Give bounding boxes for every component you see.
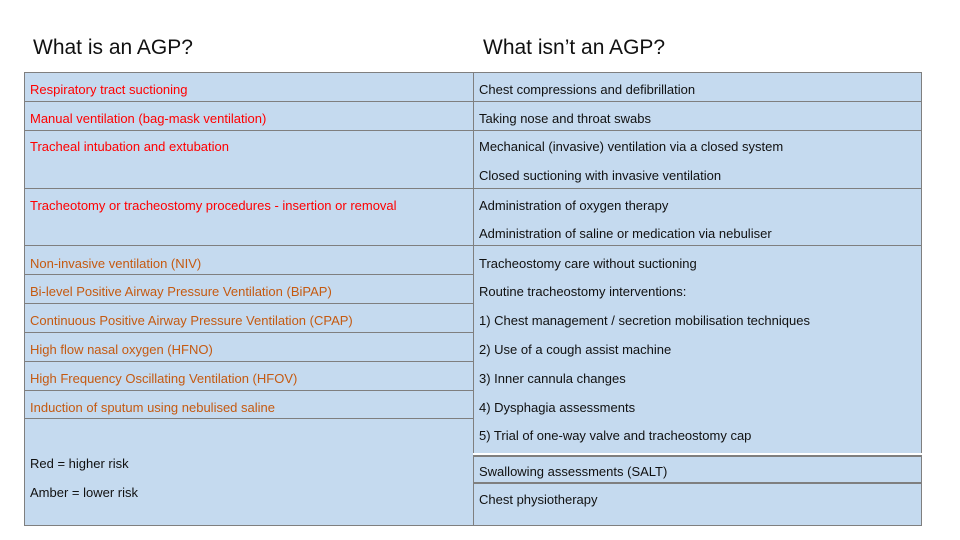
agp-item: Bi-level Positive Airway Pressure Ventilation (BiPAP) (24, 274, 473, 303)
not-agp-item: Swallowing assessments (SALT) (473, 455, 922, 482)
not-agp-item: Chest compressions and defibrillation (473, 72, 922, 101)
agp-item: Induction of sputum using nebulised saline (24, 390, 473, 418)
agp-item: Non-invasive ventilation (NIV) (24, 245, 473, 274)
agp-item: Continuous Positive Airway Pressure Ventilation (CPAP) (24, 303, 473, 332)
not-agp-item-tracheostomy: Tracheostomy care without suctioning Routine tracheostomy interventions: 1) Chest management / secretion mobilisation techniques 2) Use of a cough assist machine 3) Inner cannula changes 4) Dysphagia assessments 5) Trial of one-way valve and tracheostomy cap (473, 245, 922, 453)
agp-item: Tracheal intubation and extubation (24, 130, 473, 188)
not-agp-item: Administration of oxygen therapy Administration of saline or medication via nebuliser (473, 188, 922, 245)
agp-item: Respiratory tract suctioning (24, 72, 473, 101)
risk-legend (24, 418, 473, 526)
agp-item: High flow nasal oxygen (HFNO) (24, 332, 473, 361)
not-agp-item: Chest physiotherapy (473, 482, 922, 526)
heading-what-isnt-agp: What isn’t an AGP? (483, 36, 666, 59)
not-agp-item: Taking nose and throat swabs (473, 101, 922, 130)
agp-item: Tracheotomy or tracheostomy procedures - insertion or removal (24, 188, 473, 245)
legend-amber: Amber = lower risk (30, 485, 138, 500)
agp-item: Manual ventilation (bag-mask ventilation) (24, 101, 473, 130)
not-agp-item: Mechanical (invasive) ventilation via a closed system Closed suctioning with invasive ventilation (473, 130, 922, 188)
heading-what-is-agp: What is an AGP? (33, 36, 193, 59)
legend-red: Red = higher risk (30, 456, 129, 471)
agp-item: High Frequency Oscillating Ventilation (HFOV) (24, 361, 473, 390)
